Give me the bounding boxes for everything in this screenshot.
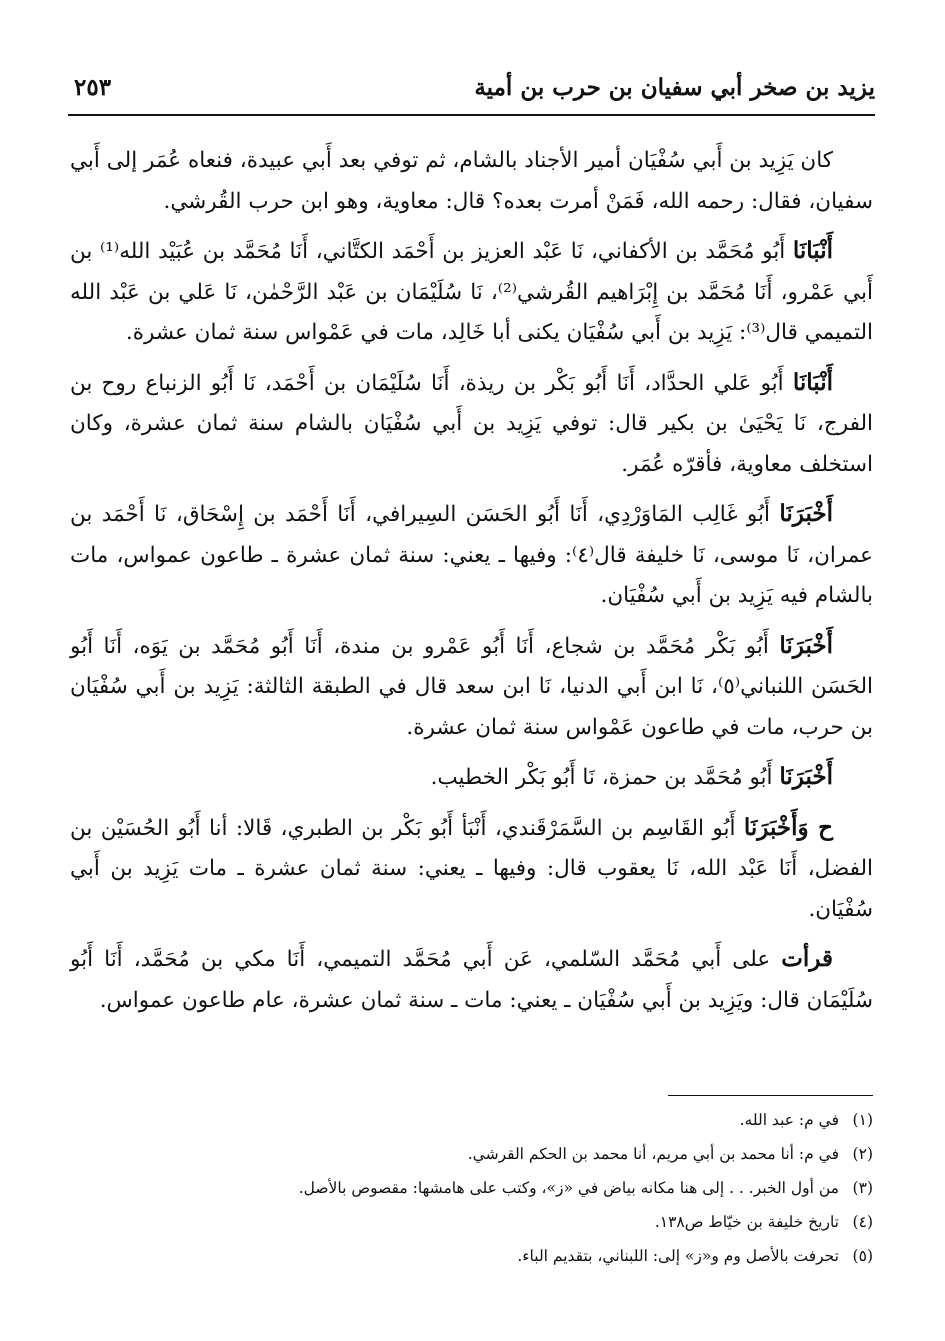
paragraph <box>70 939 873 1021</box>
footnotes <box>70 1103 873 1273</box>
paragraph-lead: أَخْبَرَنَا <box>779 500 833 527</box>
footnote-number: (١) <box>852 1111 873 1129</box>
footnote-text: في م: أنا محمد بن أبي مريم، أنا محمد بن الحكم القرشي. <box>467 1145 839 1163</box>
paragraph <box>70 231 873 354</box>
running-title: يزيد بن صخر أبي سفيان بن حرب بن أمية <box>474 74 875 101</box>
paragraph <box>70 140 873 222</box>
footnote-text: تحرفت بالأصل وم و«ز» إلى: اللبناني، بتقديم الباء. <box>517 1247 839 1265</box>
paragraph-text: أَبُو القَاسِم بن السَّمَرْقَندي، أَنْبَأ أَبُو بَكْر بن الطبري، قَالا: أنا أَبُو الحُسَيْن بن الفضل، أَنَا عَبْد الله، نَا يعقوب قال: وفيها ـ يعني: سنة ثمان عشرة ـ مات يَزِيد بن أَبي سُفْيَان. <box>70 815 873 922</box>
paragraph-text: أَبُو مُحَمَّد بن الأكفاني، نَا عَبْد العزيز بن أَحْمَد الكتَّاني، أَنَا مُحَمَّد بن عُبَيْد الله⁽¹⁾ بن أَبي عَمْرو، أَنَا مُحَمَّد بن إِبْرَاهيم القُرشي⁽²⁾، نَا سُلَيْمَان بن عَبْد الرَّحْمٰن، نَا عَلي بن عَبْد الله التميمي قال⁽³⁾: يَزِيد بن أَبي سُفْيَان يكنى أبا خَالِد، مات في عَمْواس سنة ثمان عشرة. <box>70 239 873 345</box>
paragraph-lead: أَخْبَرَنَا <box>779 631 833 659</box>
main-text <box>70 140 873 1030</box>
footnote-number: (٣) <box>852 1179 873 1197</box>
paragraph-text: على أَبي مُحَمَّد السّلمي، عَن أَبي مُحَمَّد التميمي، أَنَا مكي بن مُحَمَّد، أَنَا أَبُو سُلَيْمَان قال: ويَزِيد بن أَبي سُفْيَان ـ يعني: مات ـ سنة ثمان عشرة، عام طاعون عمواس. <box>70 947 873 1013</box>
paragraph-lead: أَنْبَانَا <box>792 237 834 264</box>
paragraph <box>70 757 873 799</box>
paragraph-text: أَبُو غَالِب المَاوَرْدِي، أَنَا أَبُو الحَسَن السِيرافي، أَنَا أَحْمَد بن إِسْحَاق، نَا أَحْمَد بن عمران، نَا موسى، نَا خليفة قال⁽٤⁾: وفيها ـ يعني: سنة ثمان عشرة ـ طاعون عمواس، مات بالشام فيه يَزِيد بن أَبي سُفْيَان. <box>70 502 874 608</box>
paragraph-lead: ح وَأَخْبَرَنَا <box>743 813 833 841</box>
page-number: ٢٥٣ <box>74 74 112 101</box>
footnote-text: تاريخ خليفة بن خيّاط ص١٣٨. <box>654 1213 839 1231</box>
page-header <box>68 66 875 116</box>
paragraph-text: كان يَزِيد بن أَبي سُفْيَان أمير الأجناد بالشام، ثم توفي بعد أَبي عبيدة، فنعاه عُمَر إلى أَبي سفيان، فقال: رحمه الله، فَمَنْ أمرت بعده؟ قال: معاوية، وهو ابن حرب القُرشي. <box>70 148 873 214</box>
footnote <box>70 1205 873 1239</box>
footnote-number: (٤) <box>852 1213 873 1231</box>
footnote-divider <box>668 1095 873 1096</box>
paragraph <box>70 808 873 931</box>
paragraph-lead: قرأت <box>781 945 833 972</box>
paragraph <box>70 494 873 617</box>
footnote <box>70 1239 873 1273</box>
footnote <box>70 1137 873 1171</box>
footnote-text: من أول الخبر. . . إلى هنا مكانه بياض في «ز»، وكتب على هامشها: مقصوص بالأصل. <box>298 1179 839 1197</box>
paragraph-text: أَبُو مُحَمَّد بن حمزة، نَا أَبُو بَكْر الخطيب. <box>430 765 780 790</box>
paragraph-lead: أَخْبَرَنَا <box>779 763 833 790</box>
footnote-text: في م: عبد الله. <box>739 1111 839 1129</box>
paragraph-lead: أَنْبَانَا <box>792 368 833 396</box>
paragraph <box>70 626 873 749</box>
footnote <box>70 1171 873 1205</box>
paragraph <box>70 363 873 486</box>
footnote-number: (٥) <box>852 1247 873 1265</box>
paragraph-text: أَبُو عَلي الحدَّاد، أَنَا أَبُو بَكْر بن ريذة، أَنَا سُلَيْمَان بن أَحْمَد، نَا أَبُو الزنباع روح بن الفرج، نَا يَحْيَىٰ بن بكير قال: توفي يَزِيد بن أَبي سُفْيَان بالشام سنة ثمان عشرة، وكان استخلف معاوية، فأقرّه عُمَر. <box>70 370 873 477</box>
footnote-number: (٢) <box>852 1145 873 1163</box>
paragraph-text: أَبُو بَكْر مُحَمَّد بن شجاع، أَنَا أَبُو عَمْرو بن مندة، أَنَا أَبُو مُحَمَّد بن يَوَه، أَنَا أَبُو الحَسَن اللنباني⁽٥⁾، نَا ابن أَبي الدنيا، نَا ابن سعد قال في الطبقة الثالثة: يَزِيد بن أَبي سُفْيَان بن حرب، مات في طاعون عَمْواس سنة ثمان عشرة. <box>70 633 874 740</box>
footnote <box>70 1103 873 1137</box>
